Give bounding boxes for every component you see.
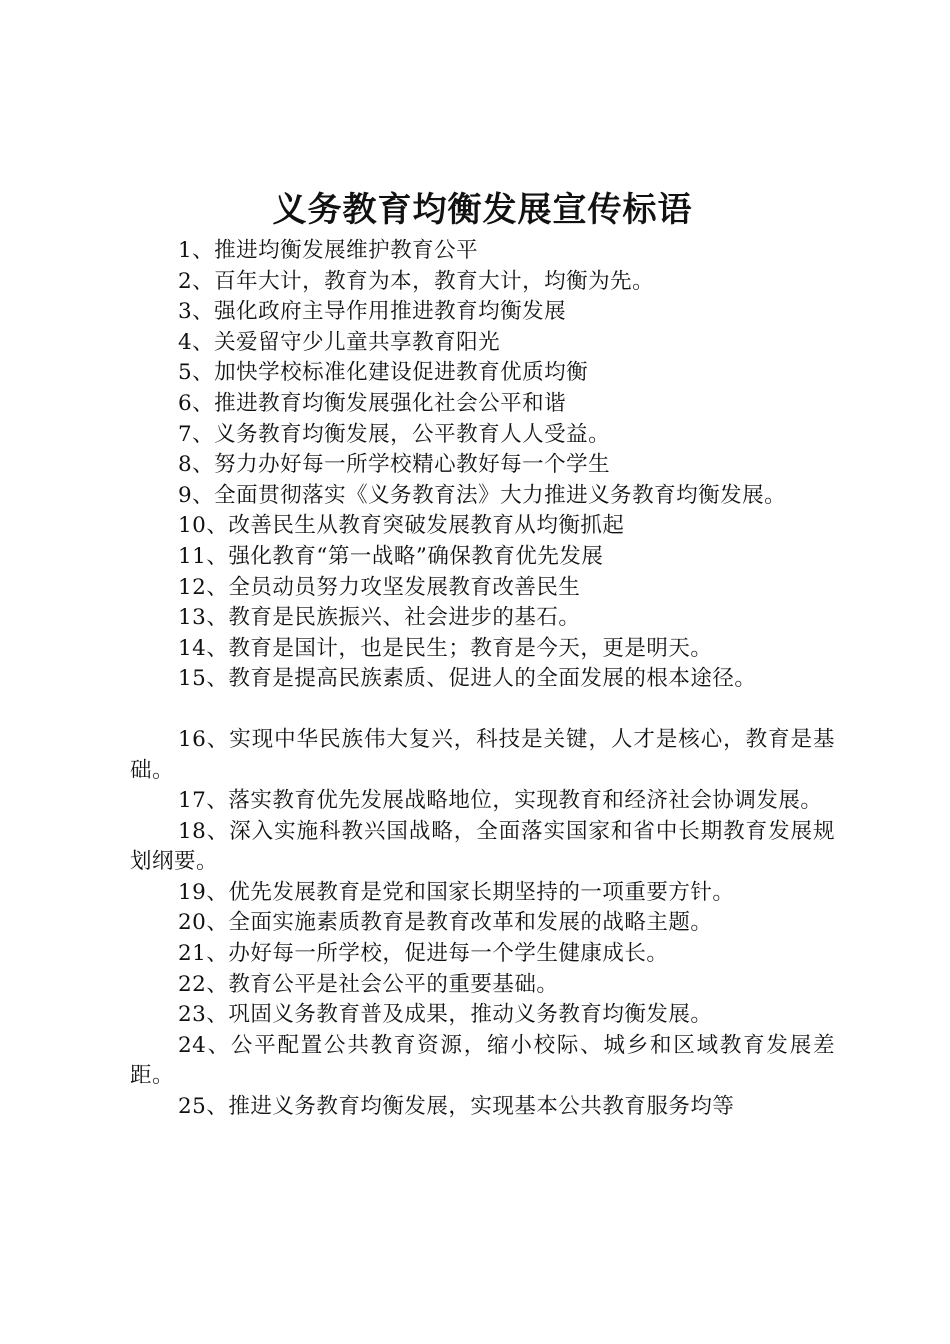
- slogan-item-17: 17、落实教育优先发展战略地位，实现教育和经济社会协调发展。: [178, 788, 823, 814]
- document-title: 义务教育均衡发展宣传标语: [272, 190, 693, 230]
- slogan-item-8: 8、努力办好每一所学校精心教好每一个学生: [178, 452, 611, 478]
- slogan-item-11: 11、强化教育“第一战略”确保教育优先发展: [178, 543, 604, 569]
- slogan-item-21: 21、办好每一所学校，促进每一个学生健康成长。: [178, 941, 669, 967]
- slogan-item-25: 25、推进义务教育均衡发展，实现基本公共教育服务均等: [178, 1094, 735, 1120]
- paragraph-gap: [130, 695, 835, 725]
- slogan-item-3: 3、强化政府主导作用推进教育均衡发展: [178, 299, 567, 325]
- document-page: [130, 186, 835, 1123]
- slogan-item-10: 10、改善民生从教育突破发展教育从均衡抓起: [178, 513, 625, 539]
- slogan-item-16: 16、实现中华民族伟大复兴，科技是关键，人才是核心，教育是基础。: [130, 726, 835, 783]
- slogan-item-13: 13、教育是民族振兴、社会进步的基石。: [178, 605, 581, 631]
- slogan-item-2: 2、百年大计，教育为本，教育大计，均衡为先。: [178, 268, 655, 294]
- slogan-item-22: 22、教育公平是社会公平的重要基础。: [178, 971, 559, 997]
- slogan-item-7: 7、义务教育均衡发展，公平教育人人受益。: [178, 421, 611, 447]
- slogan-item-15: 15、教育是提高民族素质、促进人的全面发展的根本途径。: [178, 666, 757, 692]
- slogan-item-12: 12、全员动员努力攻坚发展教育改善民生: [178, 574, 581, 600]
- slogan-item-6: 6、推进教育均衡发展强化社会公平和谐: [178, 390, 567, 416]
- slogan-item-14: 14、教育是国计，也是民生；教育是今天，更是明天。: [178, 635, 713, 661]
- slogan-item-20: 20、全面实施素质教育是教育改革和发展的战略主题。: [178, 910, 713, 936]
- slogan-item-5: 5、加快学校标准化建设促进教育优质均衡: [178, 360, 589, 386]
- slogan-item-19: 19、优先发展教育是党和国家长期坚持的一项重要方针。: [178, 879, 735, 905]
- slogan-item-23: 23、巩固义务教育普及成果，推动义务教育均衡发展。: [178, 1002, 713, 1028]
- slogan-item-18: 18、深入实施科教兴国战略，全面落实国家和省中长期教育发展规划纲要。: [130, 818, 835, 875]
- slogan-item-1: 1、推进均衡发展维护教育公平: [178, 238, 479, 263]
- slogan-item-24: 24、公平配置公共教育资源，缩小校际、城乡和区域教育发展差距。: [130, 1032, 835, 1089]
- slogan-item-4: 4、关爱留守少儿童共享教育阳光: [178, 329, 501, 355]
- slogan-item-9: 9、全面贯彻落实《义务教育法》大力推进义务教育均衡发展。: [178, 482, 787, 508]
